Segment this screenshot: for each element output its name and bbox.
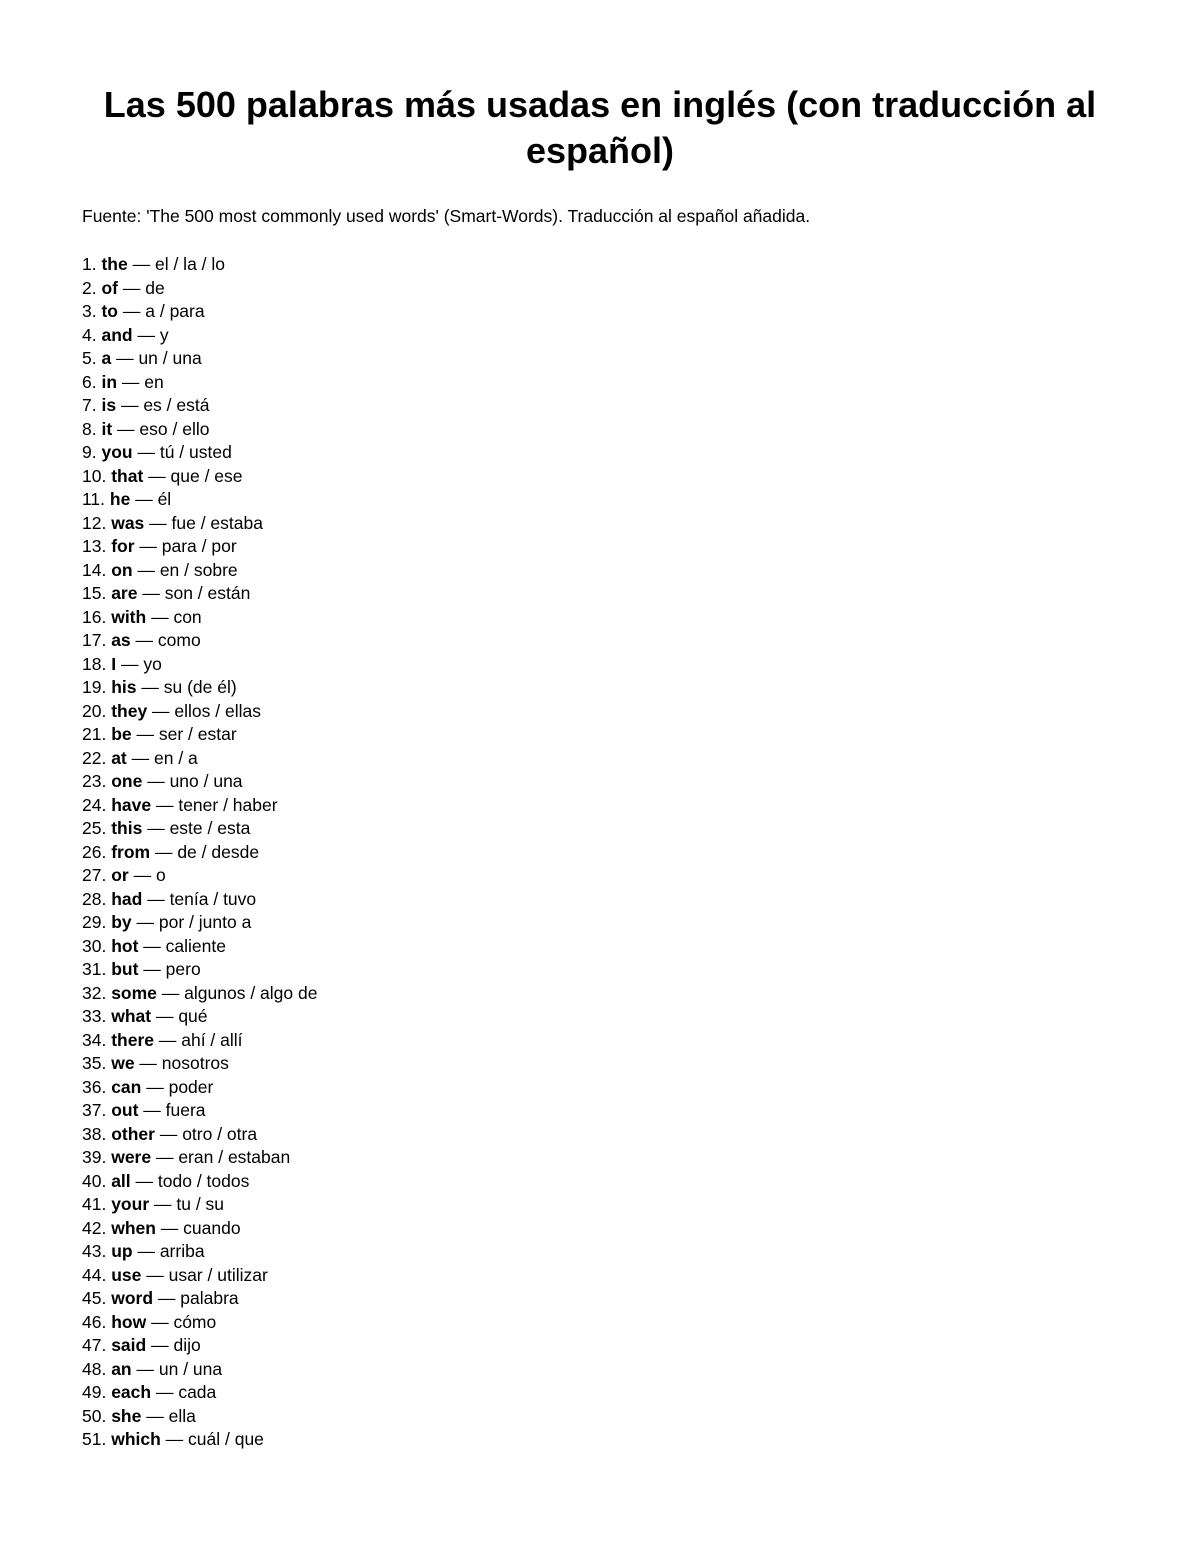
entry-number: 7. (82, 395, 97, 415)
list-item (82, 1311, 317, 1335)
list-item (82, 277, 317, 301)
entry-separator: — (151, 1006, 179, 1026)
entry-separator: — (116, 395, 144, 415)
spanish-translation: cómo (173, 1311, 217, 1332)
entry-number: 38. (82, 1123, 107, 1144)
entry-number: 20. (82, 700, 107, 721)
english-word: hot (111, 935, 139, 956)
english-word: are (111, 583, 138, 603)
spanish-translation: un / una (158, 1358, 223, 1379)
spanish-translation: fuera (165, 1100, 206, 1120)
entry-number: 48. (82, 1358, 107, 1379)
list-item (82, 911, 317, 935)
spanish-translation: que / ese (170, 465, 243, 486)
spanish-translation: arriba (159, 1241, 205, 1261)
list-item (82, 512, 317, 536)
english-word: to (101, 301, 119, 321)
entry-separator: — (151, 1382, 179, 1402)
spanish-translation: cada (178, 1382, 217, 1402)
english-word: use (111, 1264, 142, 1285)
entry-separator: — (144, 512, 172, 533)
english-word: I (111, 653, 117, 674)
list-item (82, 1193, 317, 1217)
english-word: he (109, 489, 131, 509)
entry-separator: — (142, 888, 170, 909)
spanish-translation: usar / utilizar (168, 1264, 268, 1285)
entry-number: 5. (82, 348, 97, 368)
spanish-translation: tú / usted (159, 442, 232, 462)
list-item (82, 1334, 317, 1358)
english-word: you (101, 442, 133, 462)
spanish-translation: algunos / algo de (184, 982, 318, 1003)
entry-separator: — (160, 1429, 189, 1449)
list-item (82, 559, 317, 583)
list-item (82, 653, 317, 677)
page-title: Las 500 palabras más usadas en inglés (con traducción al español) (103, 84, 1097, 171)
spanish-translation: tener / haber (178, 794, 278, 815)
entry-separator: — (126, 747, 154, 768)
english-word: all (111, 1170, 131, 1191)
entry-number: 36. (82, 1076, 107, 1097)
entry-separator: — (127, 254, 155, 274)
entry-separator: — (138, 959, 166, 979)
english-word: with (111, 606, 147, 627)
entry-number: 39. (82, 1147, 107, 1167)
english-word: an (111, 1358, 132, 1379)
english-word: be (111, 724, 132, 744)
entry-number: 19. (82, 677, 107, 697)
entry-separator: — (155, 1217, 184, 1238)
entry-number: 40. (82, 1170, 107, 1191)
entry-separator: — (154, 1123, 183, 1144)
english-word: out (111, 1100, 139, 1120)
list-item (82, 347, 317, 371)
entry-separator: — (156, 982, 185, 1003)
spanish-translation: a / para (145, 301, 205, 321)
spanish-translation: fue / estaba (171, 512, 263, 533)
list-item (82, 935, 317, 959)
english-word: from (111, 841, 151, 862)
list-item (82, 747, 317, 771)
entry-separator: — (147, 700, 175, 721)
entry-separator: — (137, 583, 165, 603)
spanish-translation: el / la / lo (154, 254, 226, 274)
english-word: she (111, 1405, 142, 1426)
entry-separator: — (130, 489, 158, 509)
spanish-translation: todo / todos (157, 1170, 250, 1191)
spanish-translation: para / por (161, 536, 237, 556)
list-item (82, 324, 317, 348)
english-word: a (101, 348, 112, 368)
list-item (82, 1381, 317, 1405)
english-word: it (101, 418, 113, 439)
entry-number: 41. (82, 1194, 107, 1214)
english-word: as (111, 630, 131, 650)
entry-number: 2. (82, 277, 97, 298)
entry-separator: — (146, 1311, 174, 1332)
spanish-translation: ser / estar (158, 724, 237, 744)
entry-separator: — (132, 559, 160, 580)
entry-separator: — (141, 1264, 169, 1285)
entry-number: 43. (82, 1241, 107, 1261)
list-item (82, 794, 317, 818)
entry-number: 25. (82, 818, 107, 838)
spanish-translation: ella (168, 1405, 196, 1426)
entry-number: 37. (82, 1100, 107, 1120)
list-item (82, 488, 317, 512)
english-word: at (111, 747, 127, 768)
word-list (82, 253, 317, 1452)
entry-separator: — (138, 935, 166, 956)
list-item (82, 1170, 317, 1194)
entry-separator: — (111, 348, 139, 368)
english-word: there (111, 1029, 154, 1050)
english-word: word (111, 1288, 154, 1308)
entry-separator: — (134, 1053, 162, 1073)
english-word: and (101, 324, 133, 345)
entry-separator: — (136, 677, 164, 697)
list-item (82, 253, 317, 277)
list-item (82, 888, 317, 912)
entry-number: 50. (82, 1405, 107, 1426)
entry-number: 42. (82, 1217, 107, 1238)
spanish-translation: tenía / tuvo (169, 888, 257, 909)
entry-number: 47. (82, 1335, 107, 1355)
list-item (82, 582, 317, 606)
entry-separator: — (130, 630, 158, 650)
entry-number: 35. (82, 1053, 107, 1073)
english-word: have (111, 794, 152, 815)
english-word: that (111, 465, 144, 486)
english-word: said (111, 1335, 147, 1355)
entry-number: 8. (82, 418, 97, 439)
spanish-translation: este / esta (169, 818, 251, 838)
entry-separator: — (131, 724, 159, 744)
list-item (82, 676, 317, 700)
spanish-translation: un / una (138, 348, 202, 368)
entry-separator: — (131, 1358, 159, 1379)
entry-number: 23. (82, 771, 107, 791)
entry-number: 16. (82, 606, 107, 627)
entry-separator: — (146, 1335, 174, 1355)
entry-number: 26. (82, 841, 107, 862)
entry-number: 30. (82, 935, 107, 956)
entry-separator: — (151, 794, 179, 815)
spanish-translation: de (145, 277, 165, 298)
entry-number: 51. (82, 1429, 107, 1449)
list-item (82, 465, 317, 489)
entry-separator: — (132, 1241, 160, 1261)
entry-separator: — (141, 1076, 169, 1097)
spanish-translation: yo (143, 653, 162, 674)
list-item (82, 1428, 317, 1452)
entry-separator: — (134, 536, 162, 556)
spanish-translation: palabra (180, 1288, 239, 1308)
entry-number: 21. (82, 724, 107, 744)
source-note: Fuente: 'The 500 most commonly used words' (Smart-Words). Traducción al español añadida. (82, 206, 811, 226)
spanish-translation: poder (168, 1076, 214, 1097)
english-word: your (111, 1194, 150, 1214)
spanish-translation: es / está (143, 395, 210, 415)
list-item (82, 441, 317, 465)
entry-separator: — (118, 301, 146, 321)
list-item (82, 1405, 317, 1429)
english-word: this (111, 818, 143, 838)
english-word: in (101, 371, 118, 392)
english-word: was (111, 512, 145, 533)
english-word: by (111, 912, 132, 932)
entry-number: 6. (82, 371, 97, 392)
entry-separator: — (116, 653, 144, 674)
english-word: had (111, 888, 143, 909)
english-word: up (111, 1241, 133, 1261)
english-word: his (111, 677, 137, 697)
entry-number: 11. (82, 489, 106, 509)
spanish-translation: ahí / allí (181, 1029, 243, 1050)
entry-separator: — (149, 1194, 177, 1214)
spanish-translation: pero (165, 959, 201, 979)
entry-number: 12. (82, 512, 107, 533)
entry-separator: — (117, 371, 145, 392)
spanish-translation: eran / estaban (178, 1147, 291, 1167)
spanish-translation: caliente (165, 935, 226, 956)
entry-number: 45. (82, 1288, 107, 1308)
entry-number: 46. (82, 1311, 107, 1332)
entry-separator: — (112, 418, 140, 439)
english-word: each (111, 1382, 152, 1402)
english-word: other (111, 1123, 155, 1144)
spanish-translation: y (159, 324, 169, 345)
entry-number: 4. (82, 324, 97, 345)
entry-separator: — (142, 771, 170, 791)
list-item (82, 958, 317, 982)
spanish-translation: como (157, 630, 201, 650)
spanish-translation: uno / una (169, 771, 243, 791)
list-item (82, 629, 317, 653)
spanish-translation: o (155, 865, 166, 885)
entry-number: 9. (82, 442, 97, 462)
english-word: which (111, 1429, 161, 1449)
spanish-translation: dijo (173, 1335, 201, 1355)
english-word: how (111, 1311, 147, 1332)
entry-number: 17. (82, 630, 107, 650)
entry-number: 27. (82, 865, 107, 885)
english-word: some (111, 982, 157, 1003)
english-word: one (111, 771, 143, 791)
spanish-translation: qué (178, 1006, 208, 1026)
english-word: can (111, 1076, 142, 1097)
list-item (82, 1240, 317, 1264)
english-word: we (111, 1053, 135, 1073)
entry-separator: — (150, 841, 178, 862)
entry-separator: — (153, 1288, 181, 1308)
english-word: is (101, 395, 117, 415)
entry-separator: — (141, 1405, 169, 1426)
entry-separator: — (132, 324, 160, 345)
list-item (82, 723, 317, 747)
list-item (82, 1005, 317, 1029)
entry-separator: — (128, 865, 156, 885)
english-word: or (111, 865, 129, 885)
entry-separator: — (142, 818, 170, 838)
list-item (82, 535, 317, 559)
entry-separator: — (143, 465, 171, 486)
entry-number: 24. (82, 794, 107, 815)
entry-separator: — (118, 277, 146, 298)
list-item (82, 1358, 317, 1382)
spanish-translation: nosotros (161, 1053, 229, 1073)
entry-number: 34. (82, 1029, 107, 1050)
entry-number: 13. (82, 536, 107, 556)
list-item (82, 1287, 317, 1311)
spanish-translation: cuando (183, 1217, 241, 1238)
list-item (82, 841, 317, 865)
english-word: for (111, 536, 135, 556)
english-word: but (111, 959, 139, 979)
entry-number: 32. (82, 982, 107, 1003)
list-item (82, 982, 317, 1006)
spanish-translation: su (de él) (163, 677, 237, 697)
spanish-translation: ellos / ellas (174, 700, 261, 721)
spanish-translation: eso / ello (139, 418, 210, 439)
spanish-translation: él (157, 489, 172, 509)
entry-number: 29. (82, 912, 107, 932)
list-item (82, 1076, 317, 1100)
english-word: were (111, 1147, 152, 1167)
spanish-translation: por / junto a (158, 912, 252, 932)
list-item (82, 770, 317, 794)
entry-number: 15. (82, 583, 107, 603)
entry-number: 28. (82, 888, 107, 909)
list-item (82, 1029, 317, 1053)
entry-number: 14. (82, 559, 107, 580)
spanish-translation: de / desde (177, 841, 260, 862)
entry-number: 31. (82, 959, 107, 979)
entry-separator: — (131, 912, 159, 932)
entry-number: 18. (82, 653, 107, 674)
list-item (82, 817, 317, 841)
list-item (82, 1264, 317, 1288)
english-word: on (111, 559, 133, 580)
entry-number: 44. (82, 1264, 107, 1285)
list-item (82, 371, 317, 395)
entry-number: 33. (82, 1006, 107, 1026)
spanish-translation: son / están (164, 583, 251, 603)
list-item (82, 606, 317, 630)
english-word: when (111, 1217, 156, 1238)
list-item (82, 1146, 317, 1170)
list-item (82, 300, 317, 324)
list-item (82, 1052, 317, 1076)
list-item (82, 1099, 317, 1123)
spanish-translation: en / sobre (159, 559, 238, 580)
entry-number: 22. (82, 747, 107, 768)
entry-separator: — (151, 1147, 179, 1167)
english-word: what (111, 1006, 152, 1026)
spanish-translation: en / a (154, 747, 198, 768)
entry-number: 3. (82, 301, 97, 321)
spanish-translation: cuál / que (188, 1429, 264, 1449)
english-word: they (111, 700, 148, 721)
english-word: of (101, 277, 119, 298)
entry-number: 10. (82, 465, 107, 486)
spanish-translation: otro / otra (182, 1123, 258, 1144)
spanish-translation: en (144, 371, 164, 392)
entry-number: 49. (82, 1382, 107, 1402)
english-word: the (101, 254, 128, 274)
list-item (82, 1217, 317, 1241)
spanish-translation: tu / su (176, 1194, 225, 1214)
list-item (82, 418, 317, 442)
list-item (82, 864, 317, 888)
list-item (82, 700, 317, 724)
entry-number: 1. (82, 254, 97, 274)
entry-separator: — (132, 442, 160, 462)
spanish-translation: con (173, 606, 202, 627)
list-item (82, 394, 317, 418)
entry-separator: — (154, 1029, 182, 1050)
entry-separator: — (146, 606, 174, 627)
list-item (82, 1123, 317, 1147)
entry-separator: — (138, 1100, 166, 1120)
entry-separator: — (130, 1170, 158, 1191)
